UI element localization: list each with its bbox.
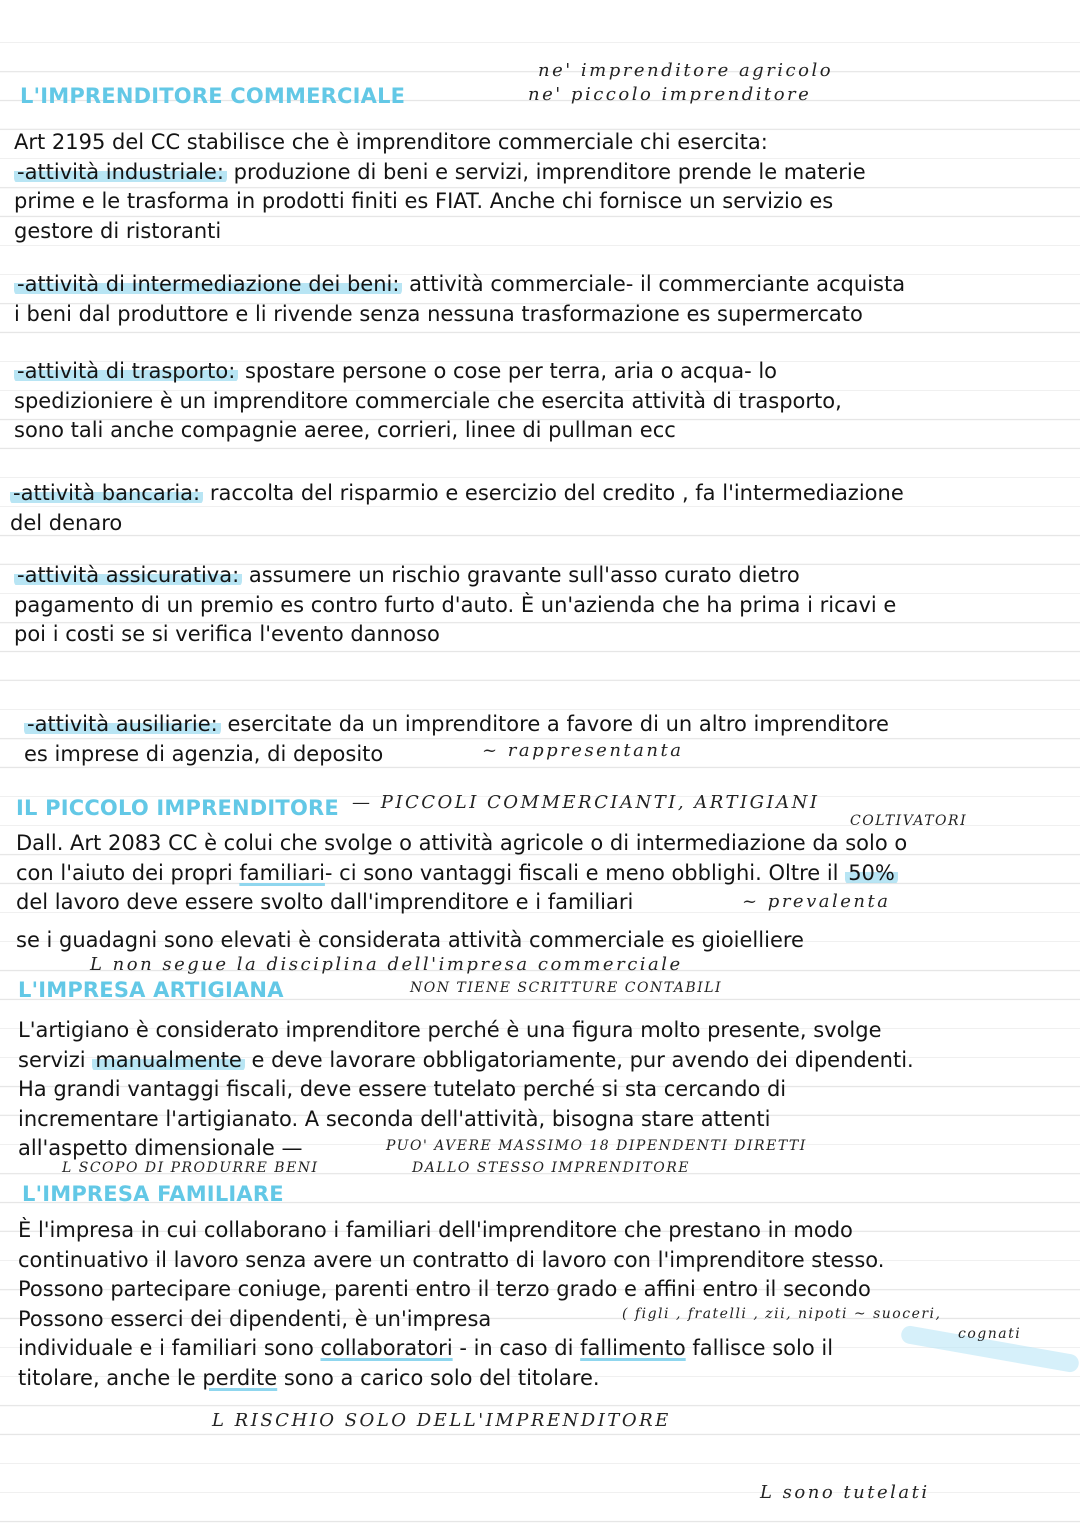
text-span: servizi (18, 1047, 86, 1072)
paragraph-bancaria (10, 479, 1078, 538)
note-sono-tutelati: L sono tutelati (760, 1482, 930, 1503)
paragraph-familiare (18, 1216, 1076, 1393)
paragraph-intermediazione (14, 270, 1066, 329)
term-collaboratori: collaboratori (320, 1336, 453, 1360)
text-span: - ci sono vantaggi fiscali e meno obblighi. Oltre il (324, 860, 839, 885)
text-line: continuativo il lavoro senza avere un contratto di lavoro con l'imprenditore stesso. (18, 1247, 885, 1272)
text-span: raccolta del risparmio e esercizio del credito , fa l'intermediazione (209, 481, 904, 505)
note-prevalenta: ~ prevalenta (742, 891, 891, 912)
text-span: sono a carico solo del titolare. (283, 1365, 600, 1390)
text-line (24, 710, 1074, 740)
heading-impresa-familiare: L'IMPRESA FAMILIARE (22, 1182, 284, 1206)
text-span: titolare, anche le (18, 1365, 196, 1390)
term-50-percent: 50% (845, 861, 898, 885)
term-intermediazione: -attività di intermediazione dei beni: (14, 272, 402, 296)
text-line: L'artigiano è considerato imprenditore perché è una figura molto presente, svolge (18, 1018, 882, 1042)
text-line: pagamento di un premio es contro furto d'auto. È un'azienda che ha prima i ricavi e (14, 592, 897, 617)
heading-piccolo-imprenditore: IL PICCOLO IMPRENDITORE (16, 796, 339, 820)
note-parenti: ( figli , fratelli , zii, nipoti ~ suoceri, (622, 1306, 942, 1322)
text-line (18, 1334, 1076, 1364)
note-non-segue: L non segue la disciplina dell'impresa commerciale (90, 954, 683, 975)
text-line: se i guadagni sono elevati è considerata attività commerciale es gioielliere (16, 928, 804, 952)
text-span: con l'aiuto dei propri (16, 860, 233, 885)
heading-imprenditore-commerciale: L'IMPRENDITORE COMMERCIALE (20, 84, 406, 108)
text-line: spedizioniere è un imprenditore commerciale che esercita attività di trasporto, (14, 388, 842, 413)
paragraph-art-2195 (14, 128, 1066, 246)
note-piccoli-commercianti: — PICCOLI COMMERCIANTI, ARTIGIANI (352, 792, 820, 813)
term-trasporto: -attività di trasporto: (14, 359, 238, 383)
note-scritture-contabili: NON TIENE SCRITTURE CONTABILI (410, 980, 723, 996)
text-line: all'aspetto dimensionale — (18, 1136, 303, 1160)
text-span: spostare persone o cose per terra, aria o acqua- lo (244, 359, 778, 383)
text-line (14, 561, 1066, 591)
note-coltivatori: COLTIVATORI (850, 813, 968, 829)
note-scopo-produrre: L SCOPO DI PRODURRE BENI (62, 1160, 319, 1176)
text-line: prime e le trasforma in prodotti finiti es FIAT. Anche chi fornisce un servizio es (14, 189, 834, 213)
note-cognati: cognati (958, 1326, 1022, 1342)
text-line: i beni dal produttore e li rivende senza nessuna trasformazione es supermercato (14, 301, 863, 326)
term-ausiliarie: -attività ausiliarie: (24, 712, 221, 736)
text-line: Ha grandi vantaggi fiscali, deve essere tutelato perché si sta cercando di (18, 1077, 787, 1101)
note-rappresentanta: ~ rappresentanta (482, 740, 684, 761)
text-span: attività commerciale- il commerciante acquista (409, 272, 906, 296)
text-line (14, 158, 1066, 188)
term-familiari: familiari (239, 860, 325, 885)
text-span: individuale e i familiari sono (18, 1336, 314, 1360)
heading-impresa-artigiana: L'IMPRESA ARTIGIANA (18, 978, 284, 1002)
text-line (18, 1046, 1070, 1076)
term-industriale: -attività industriale: (14, 160, 227, 184)
paragraph-guadagni (16, 926, 1068, 956)
term-manualmente: manualmente (92, 1048, 245, 1072)
text-span: - in caso di (459, 1336, 574, 1360)
note-rischio: L RISCHIO SOLO DELL'IMPRENDITORE (212, 1410, 671, 1431)
note-stesso-imprenditore: DALLO STESSO IMPRENDITORE (412, 1160, 690, 1176)
paragraph-piccolo (16, 829, 1068, 918)
text-line: del lavoro deve essere svolto dall'imprenditore e i familiari (16, 890, 634, 914)
text-span: fallisce solo il (692, 1336, 834, 1360)
text-line (10, 479, 1078, 509)
text-line (14, 270, 1066, 300)
text-line: poi i costi se si verifica l'evento dannoso (14, 622, 440, 646)
paragraph-assicurativa (14, 561, 1066, 650)
text-line: del denaro (10, 510, 123, 535)
note-ne-piccolo: ne' piccolo imprenditore (528, 84, 812, 105)
term-perdite: perdite (202, 1365, 278, 1390)
term-bancaria: -attività bancaria: (10, 481, 203, 505)
note-ne-agricolo: ne' imprenditore agricolo (538, 60, 834, 81)
text-line (16, 859, 1068, 889)
text-line: es imprese di agenzia, di deposito (24, 741, 384, 766)
text-span: esercitate da un imprenditore a favore di un altro imprenditore (227, 712, 889, 736)
text-line (14, 357, 1066, 387)
text-line: Dall. Art 2083 CC è colui che svolge o attività agricole o di intermediazione da solo o (16, 831, 908, 855)
text-line (18, 1364, 1076, 1394)
paragraph-trasporto (14, 357, 1066, 446)
text-line: gestore di ristoranti (14, 218, 222, 243)
text-line: È l'impresa in cui collaborano i familiari dell'imprenditore che prestano in modo (18, 1218, 853, 1242)
text-line: Possono partecipare coniuge, parenti entro il terzo grado e affini entro il secondo (18, 1277, 871, 1301)
text-line: Art 2195 del CC stabilisce che è imprenditore commerciale chi esercita: (14, 130, 768, 154)
text-span: assumere un rischio gravante sull'asso curato dietro (248, 563, 800, 587)
term-assicurativa: -attività assicurativa: (14, 563, 242, 587)
text-span: produzione di beni e servizi, imprenditore prende le materie (233, 159, 866, 184)
text-line: sono tali anche compagnie aeree, corrieri, linee di pullman ecc (14, 418, 676, 442)
text-line: Possono esserci dei dipendenti, è un'impresa (18, 1306, 492, 1331)
term-fallimento: fallimento (580, 1336, 686, 1360)
text-span: e deve lavorare obbligatoriamente, pur avendo dei dipendenti. (251, 1047, 914, 1072)
text-line: incrementare l'artigianato. A seconda dell'attività, bisogna stare attenti (18, 1106, 771, 1131)
note-massimo-dipendenti: PUO' AVERE MASSIMO 18 DIPENDENTI DIRETTI (386, 1138, 807, 1154)
